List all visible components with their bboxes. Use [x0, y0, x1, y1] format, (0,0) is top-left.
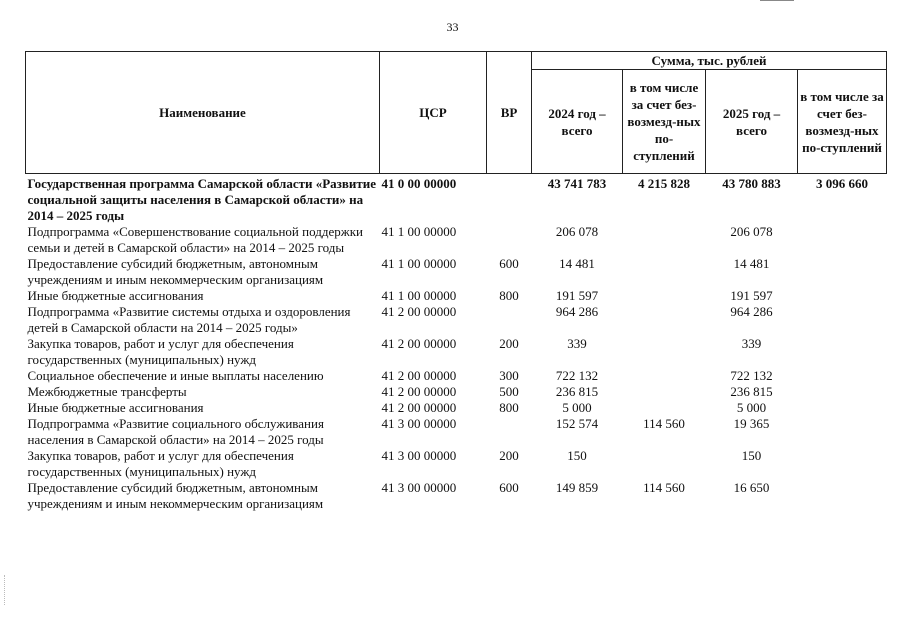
cell-csr: 41 2 00 00000	[381, 304, 457, 319]
cell-y2024: 964 286	[555, 304, 599, 319]
cell-csr: 41 1 00 00000	[381, 256, 457, 271]
cell-y2025-incl	[798, 304, 887, 336]
cell-csr: 41 2 00 00000	[381, 384, 457, 399]
cell-y2024-incl	[623, 400, 706, 416]
cell-y2024: 43 741 783	[547, 176, 607, 191]
cell-y2024: 152 574	[555, 416, 599, 431]
cell-y2025: 19 365	[733, 416, 770, 431]
cell-y2024-incl	[623, 304, 706, 336]
header-2025-incl: в том числе за счет без-возмезд-ных по-ступлений	[798, 70, 887, 174]
header-2024-total: 2024 год – всего	[532, 70, 623, 174]
cell-y2024-incl: 4 215 828	[638, 176, 690, 191]
cell-vr: 600	[499, 480, 519, 495]
cell-name: Социальное обеспечение и иные выплаты населению	[27, 368, 324, 383]
cell-y2024-incl	[623, 384, 706, 400]
page-number: 33	[446, 20, 459, 34]
cell-vr: 800	[499, 288, 519, 303]
cell-vr	[487, 224, 532, 256]
scan-mark	[760, 0, 794, 1]
cell-y2025: 43 780 883	[722, 176, 781, 191]
header-sum-group: Сумма, тыс. рублей	[532, 52, 887, 70]
cell-y2024: 149 859	[555, 480, 599, 495]
cell-y2025-incl	[798, 400, 887, 416]
cell-name: Подпрограмма «Совершенствование социальной поддержки семьи и детей в Самарской области» на 2014 – 2025 годы	[27, 224, 363, 255]
cell-name: Предоставление субсидий бюджетным, автономным учреждениям и иным некоммерческим организациям	[27, 480, 324, 511]
cell-y2025: 236 815	[730, 384, 773, 399]
cell-y2024-incl	[623, 368, 706, 384]
cell-y2024: 150	[567, 448, 587, 463]
table-row	[26, 174, 887, 225]
cell-y2024-incl: 114 560	[643, 480, 685, 495]
cell-name: Подпрограмма «Развитие системы отдыха и оздоровления детей в Самарской области на 2014 – 2025 годы»	[27, 304, 351, 335]
table-row	[26, 288, 887, 304]
table-row	[26, 224, 887, 256]
cell-name: Межбюджетные трансферты	[27, 384, 187, 399]
table-row	[26, 256, 887, 288]
header-2024-incl: в том числе за счет без-возмезд-ных по-ступлений	[623, 70, 706, 174]
cell-y2025-incl: 3 096 660	[816, 176, 868, 191]
cell-name: Закупка товаров, работ и услуг для обеспечения государственных (муниципальных) нужд	[27, 336, 294, 367]
cell-csr: 41 3 00 00000	[381, 480, 457, 495]
cell-vr	[487, 174, 532, 225]
cell-y2024: 191 597	[555, 288, 599, 303]
cell-y2025: 191 597	[730, 288, 773, 303]
cell-y2025-incl	[798, 224, 887, 256]
cell-y2025: 16 650	[733, 480, 770, 495]
cell-vr: 800	[499, 400, 519, 415]
table-row	[26, 448, 887, 480]
cell-y2025: 14 481	[733, 256, 770, 271]
cell-csr: 41 2 00 00000	[381, 336, 457, 351]
cell-y2025-incl	[798, 288, 887, 304]
header-csr: ЦСР	[380, 52, 487, 174]
cell-y2024-incl	[623, 288, 706, 304]
cell-csr: 41 0 00 00000	[381, 176, 457, 191]
cell-y2024: 5 000	[562, 400, 592, 415]
header-name: Наименование	[26, 52, 380, 174]
cell-y2024: 722 132	[555, 368, 599, 383]
cell-y2025-incl	[798, 256, 887, 288]
cell-csr: 41 1 00 00000	[381, 288, 457, 303]
cell-y2024-incl	[623, 448, 706, 480]
table-row	[26, 480, 887, 512]
scan-mark	[4, 575, 5, 605]
cell-vr: 600	[499, 256, 519, 271]
cell-y2025: 964 286	[730, 304, 773, 319]
cell-name: Закупка товаров, работ и услуг для обеспечения государственных (муниципальных) нужд	[27, 448, 294, 479]
cell-y2024: 236 815	[555, 384, 599, 399]
cell-y2024-incl: 114 560	[643, 416, 685, 431]
cell-y2025: 722 132	[730, 368, 773, 383]
table-row	[26, 416, 887, 448]
table-header	[26, 52, 887, 174]
cell-y2025-incl	[798, 480, 887, 512]
cell-y2025: 206 078	[730, 224, 773, 239]
cell-csr: 41 2 00 00000	[381, 400, 457, 415]
cell-y2025-incl	[798, 368, 887, 384]
table-row	[26, 384, 887, 400]
header-vr: ВР	[487, 52, 532, 174]
cell-csr: 41 3 00 00000	[381, 416, 457, 431]
cell-vr	[487, 416, 532, 448]
cell-y2025-incl	[798, 384, 887, 400]
table-row	[26, 368, 887, 384]
budget-table	[25, 51, 887, 512]
cell-y2025: 150	[741, 448, 762, 463]
table-body	[26, 174, 887, 513]
cell-vr: 200	[499, 336, 519, 351]
cell-name: Подпрограмма «Развитие социального обслуживания населения в Самарской области» на 2014 – 2025 годы	[27, 416, 324, 447]
cell-y2025-incl	[798, 448, 887, 480]
cell-y2025-incl	[798, 416, 887, 448]
cell-name: Иные бюджетные ассигнования	[27, 288, 204, 303]
table-row	[26, 336, 887, 368]
cell-vr: 500	[499, 384, 519, 399]
cell-y2024: 339	[567, 336, 587, 351]
cell-y2025-incl	[798, 336, 887, 368]
cell-name: Иные бюджетные ассигнования	[27, 400, 204, 415]
cell-vr: 200	[499, 448, 519, 463]
cell-vr	[487, 304, 532, 336]
cell-csr: 41 1 00 00000	[381, 224, 457, 239]
cell-y2025: 339	[741, 336, 762, 351]
cell-name: Государственная программа Самарской области «Развитие социальной защиты населения в Самарской области» на 2014 – 2025 годы	[27, 176, 377, 223]
header-2025-total: 2025 год – всего	[706, 70, 798, 174]
cell-y2024-incl	[623, 336, 706, 368]
table-row	[26, 304, 887, 336]
cell-csr: 41 3 00 00000	[381, 448, 457, 463]
cell-vr: 300	[499, 368, 519, 383]
cell-y2025: 5 000	[736, 400, 767, 415]
table-row	[26, 400, 887, 416]
cell-y2024-incl	[623, 256, 706, 288]
cell-name: Предоставление субсидий бюджетным, автономным учреждениям и иным некоммерческим организациям	[27, 256, 324, 287]
cell-csr: 41 2 00 00000	[381, 368, 457, 383]
cell-y2024: 14 481	[559, 256, 595, 271]
cell-y2024-incl	[623, 224, 706, 256]
cell-y2024: 206 078	[555, 224, 599, 239]
